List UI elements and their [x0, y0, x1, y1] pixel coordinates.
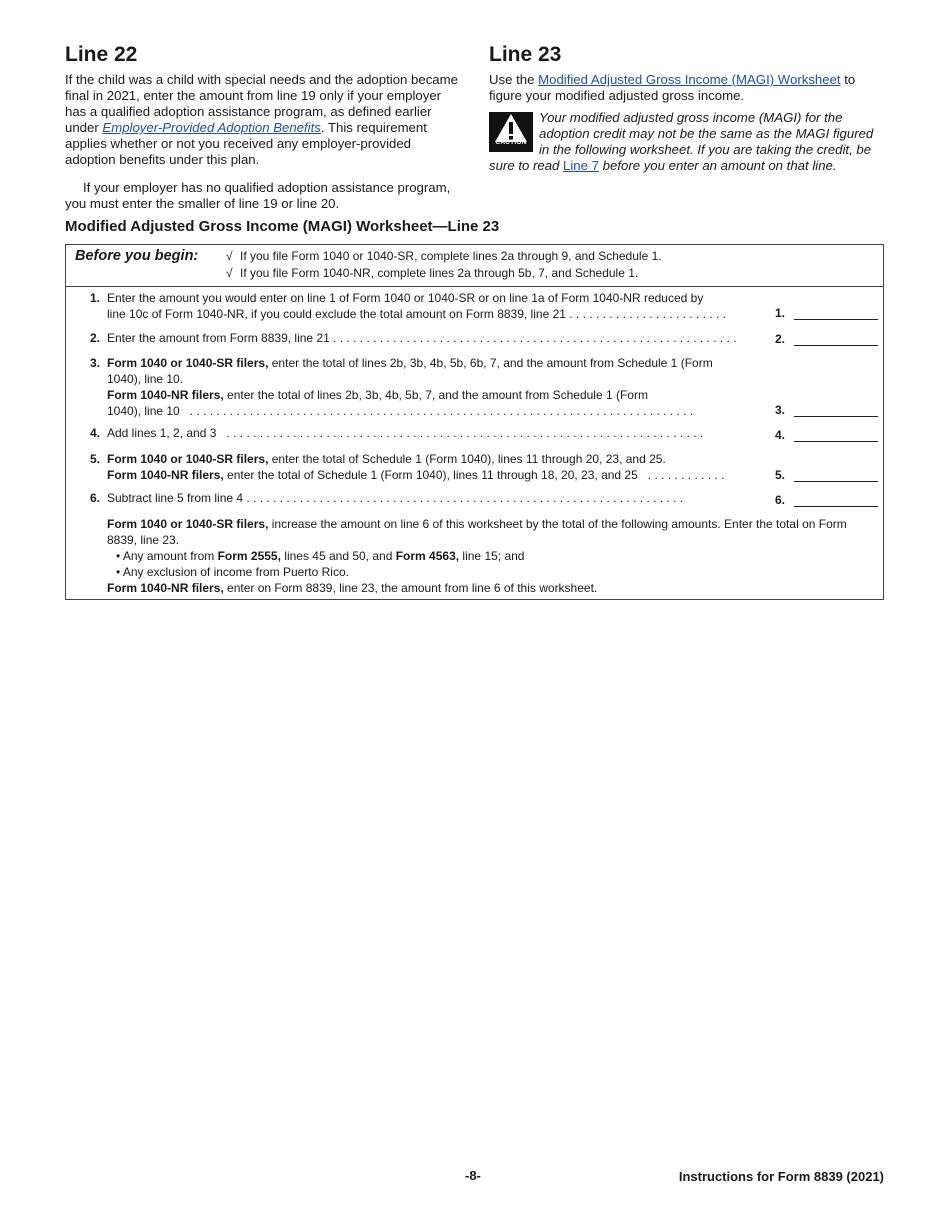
line-3-text-c: enter the total of lines 2b, 3b, 4b, 5b, 7, and the amount from Schedule 1 (Form — [223, 388, 648, 402]
line-2-label: Enter the amount from Form 8839, line 21 — [107, 331, 330, 345]
line-1-number: 1. — [89, 291, 100, 305]
line-1-text-b: line 10c of Form 1040-NR, if you could exclude the total amount on Form 8839, line 21 — [107, 307, 566, 321]
line-5-entry-field[interactable] — [794, 480, 878, 482]
bullet-form-2555 — [107, 548, 867, 564]
caution-text-b: before you enter an amount on that line. — [598, 158, 837, 173]
line-23-paragraph — [489, 72, 885, 104]
line-6-entry-field[interactable] — [794, 505, 878, 507]
line-2-ref: 2. — [775, 332, 786, 346]
final-bold-1040: Form 1040 or 1040-SR filers, — [107, 517, 269, 531]
line-23-text-b: to figure your modified adjusted gross income. — [489, 72, 856, 103]
leader-dots: . . . . . . . . . . . . — [647, 468, 725, 482]
line-5-bold-1040: Form 1040 or 1040-SR filers, — [107, 452, 269, 466]
line-1-ref: 1. — [775, 306, 786, 320]
caution-note — [489, 110, 885, 174]
page-number: -8- — [465, 1168, 481, 1183]
bullet-1-bold-4563: Form 4563, — [395, 549, 460, 563]
line-7-link[interactable]: Line 7 — [563, 158, 599, 173]
line-2-number: 2. — [89, 331, 100, 345]
line-1-entry-field[interactable] — [794, 318, 878, 320]
line-5-ref: 5. — [775, 468, 786, 482]
line-3-row-a — [107, 355, 752, 371]
line-22-section — [65, 42, 460, 212]
leader-dots: . . . . . . . . . . . . . . . . . . . . . . . . — [569, 307, 726, 321]
line-5-text-a: enter the total of Schedule 1 (Form 1040), lines 11 through 20, 23, and 25. — [268, 452, 666, 466]
check-item-1040-text: If you file Form 1040 or 1040-SR, complete lines 2a through 9, and Schedule 1. — [240, 249, 662, 263]
line-5-row-a — [107, 451, 752, 467]
line-5-bold-1040nr: Form 1040-NR filers, — [107, 468, 224, 482]
line-22-text-b: . This requirement applies whether or not you received any employer-provided adoption benefits under this plan. — [65, 120, 427, 167]
line-6-ref: 6. — [775, 493, 786, 507]
line-3-text-d: 1040), line 10 — [107, 404, 180, 418]
line-6-label: Subtract line 5 from line 4 — [107, 491, 244, 505]
line-22-paragraph-1 — [65, 72, 460, 168]
line-6-text — [107, 490, 752, 506]
leader-dots: . . . . . . . . . . . . . . . . . . . . . . . . . . . . . . . . . . . . . . . . . . . . . . . . . . . . . . . . . . . . . . . . . . — [246, 491, 684, 505]
bullet-1-text-c: line 15; and — [459, 549, 525, 563]
bullet-1-text-a: • Any amount from — [116, 549, 218, 563]
line-4-ref: 4. — [775, 428, 786, 442]
leader-dots: . . . . . . . . . . . . . . . . . . . . . . . . . . . . . . . . . . . . . . . . . . . . . . . . . . . . . . . . . . . . . . . . . . . . . . . . . . . . — [189, 404, 694, 418]
check-icon: √ — [226, 266, 233, 280]
line-3-text — [107, 355, 752, 419]
line-3-bold-1040: Form 1040 or 1040-SR filers, — [107, 356, 269, 370]
line-4-label: Add lines 1, 2, and 3 — [107, 426, 217, 440]
bullet-puerto-rico: • Any exclusion of income from Puerto Rico. — [116, 565, 349, 579]
caution-text-a: Your modified adjusted gross income (MAGI) for the adoption credit may not be the same as the MAGI figured in the following worksheet. If you are taking the credit, be sure to read — [489, 110, 874, 173]
employer-provided-adoption-benefits-link[interactable]: Employer-Provided Adoption Benefits — [102, 120, 321, 135]
leader-dots: . . . . . . . . . . . . . . . . . . . . . . . . . . . . . . . . . . . . . . . . . . . . . . . . . . . . . . . . . . . . . . . . . . . . . . . . — [226, 426, 704, 440]
line-23-section — [489, 42, 885, 174]
footer-title: Instructions for Form 8839 (2021) — [678, 1169, 884, 1184]
check-item-1040nr — [226, 266, 638, 281]
leader-dots: . . . . . . . . . . . . . . . . . . . . . . . . . . . . . . . . . . . . . . . . . . . . . . . . . . . . . . . . . . . . . — [333, 331, 737, 345]
line-3-entry-field[interactable] — [794, 415, 878, 417]
before-you-begin-label: Before you begin: — [75, 248, 199, 264]
line-4-number: 4. — [89, 426, 100, 440]
check-item-1040 — [226, 249, 662, 264]
final-row-1040nr — [107, 580, 867, 596]
line-22-heading: Line 22 — [65, 43, 138, 66]
bullet-1-bold-2555: Form 2555, — [217, 549, 281, 563]
caution-icon — [489, 112, 533, 152]
check-icon: √ — [226, 249, 233, 263]
line-1-text — [107, 290, 752, 322]
line-2-text — [107, 330, 752, 346]
line-1-text-a: Enter the amount you would enter on line 1 of Form 1040 or 1040-SR or on line 1a of Form 1040-NR reduced by — [107, 291, 704, 305]
final-text-b: enter on Form 8839, line 23, the amount from line 6 of this worksheet. — [223, 581, 598, 595]
final-bold-1040nr: Form 1040-NR filers, — [107, 581, 224, 595]
line-3-row-d — [107, 403, 752, 419]
final-row-1040 — [107, 516, 867, 548]
line-3-number: 3. — [89, 356, 100, 370]
line-3-row-c — [107, 387, 752, 403]
line-22-paragraph-2: If your employer has no qualified adoption assistance program, you must enter the smaller of line 19 or line 20. — [65, 180, 451, 211]
line-5-number: 5. — [89, 452, 100, 466]
bullet-1-text-b: lines 45 and 50, and — [280, 549, 396, 563]
final-text-a: increase the amount on line 6 of this worksheet by the total of the following amounts. Enter the total on Form 8839, line 23. — [107, 517, 847, 547]
caution-label: CAUTION — [495, 139, 527, 146]
check-item-1040nr-text: If you file Form 1040-NR, complete lines 2a through 5b, 7, and Schedule 1. — [240, 266, 639, 280]
line-4-text — [107, 425, 752, 441]
before-you-begin-box — [66, 245, 883, 287]
line-1-text-b-row — [107, 306, 752, 322]
line-23-text-a: Use the — [489, 72, 539, 87]
line-23-heading: Line 23 — [489, 43, 562, 66]
line-2-entry-field[interactable] — [794, 344, 878, 346]
worksheet-title: Modified Adjusted Gross Income (MAGI) Worksheet—Line 23 — [65, 218, 500, 235]
line-3-ref: 3. — [775, 403, 786, 417]
line-6-number: 6. — [89, 491, 100, 505]
line-5-row-b — [107, 467, 752, 483]
line-5-text — [107, 451, 752, 483]
line-3-text-b: 1040), line 10. — [107, 372, 184, 386]
line-3-text-a: enter the total of lines 2b, 3b, 4b, 5b, 6b, 7, and the amount from Schedule 1 (Form — [268, 356, 713, 370]
magi-worksheet — [65, 244, 884, 600]
line-5-text-b: enter the total of Schedule 1 (Form 1040), lines 11 through 18, 20, 23, and 25 — [223, 468, 638, 482]
line-4-entry-field[interactable] — [794, 440, 878, 442]
magi-worksheet-link[interactable]: Modified Adjusted Gross Income (MAGI) Worksheet — [538, 72, 841, 87]
line-3-bold-1040nr: Form 1040-NR filers, — [107, 388, 224, 402]
line-22-text-a: If the child was a child with special needs and the adoption became final in 2021, enter the amount from line 19 only if your employer has a qualified adoption assistance program, as defined earlier under — [65, 72, 458, 135]
final-instructions — [107, 516, 867, 596]
